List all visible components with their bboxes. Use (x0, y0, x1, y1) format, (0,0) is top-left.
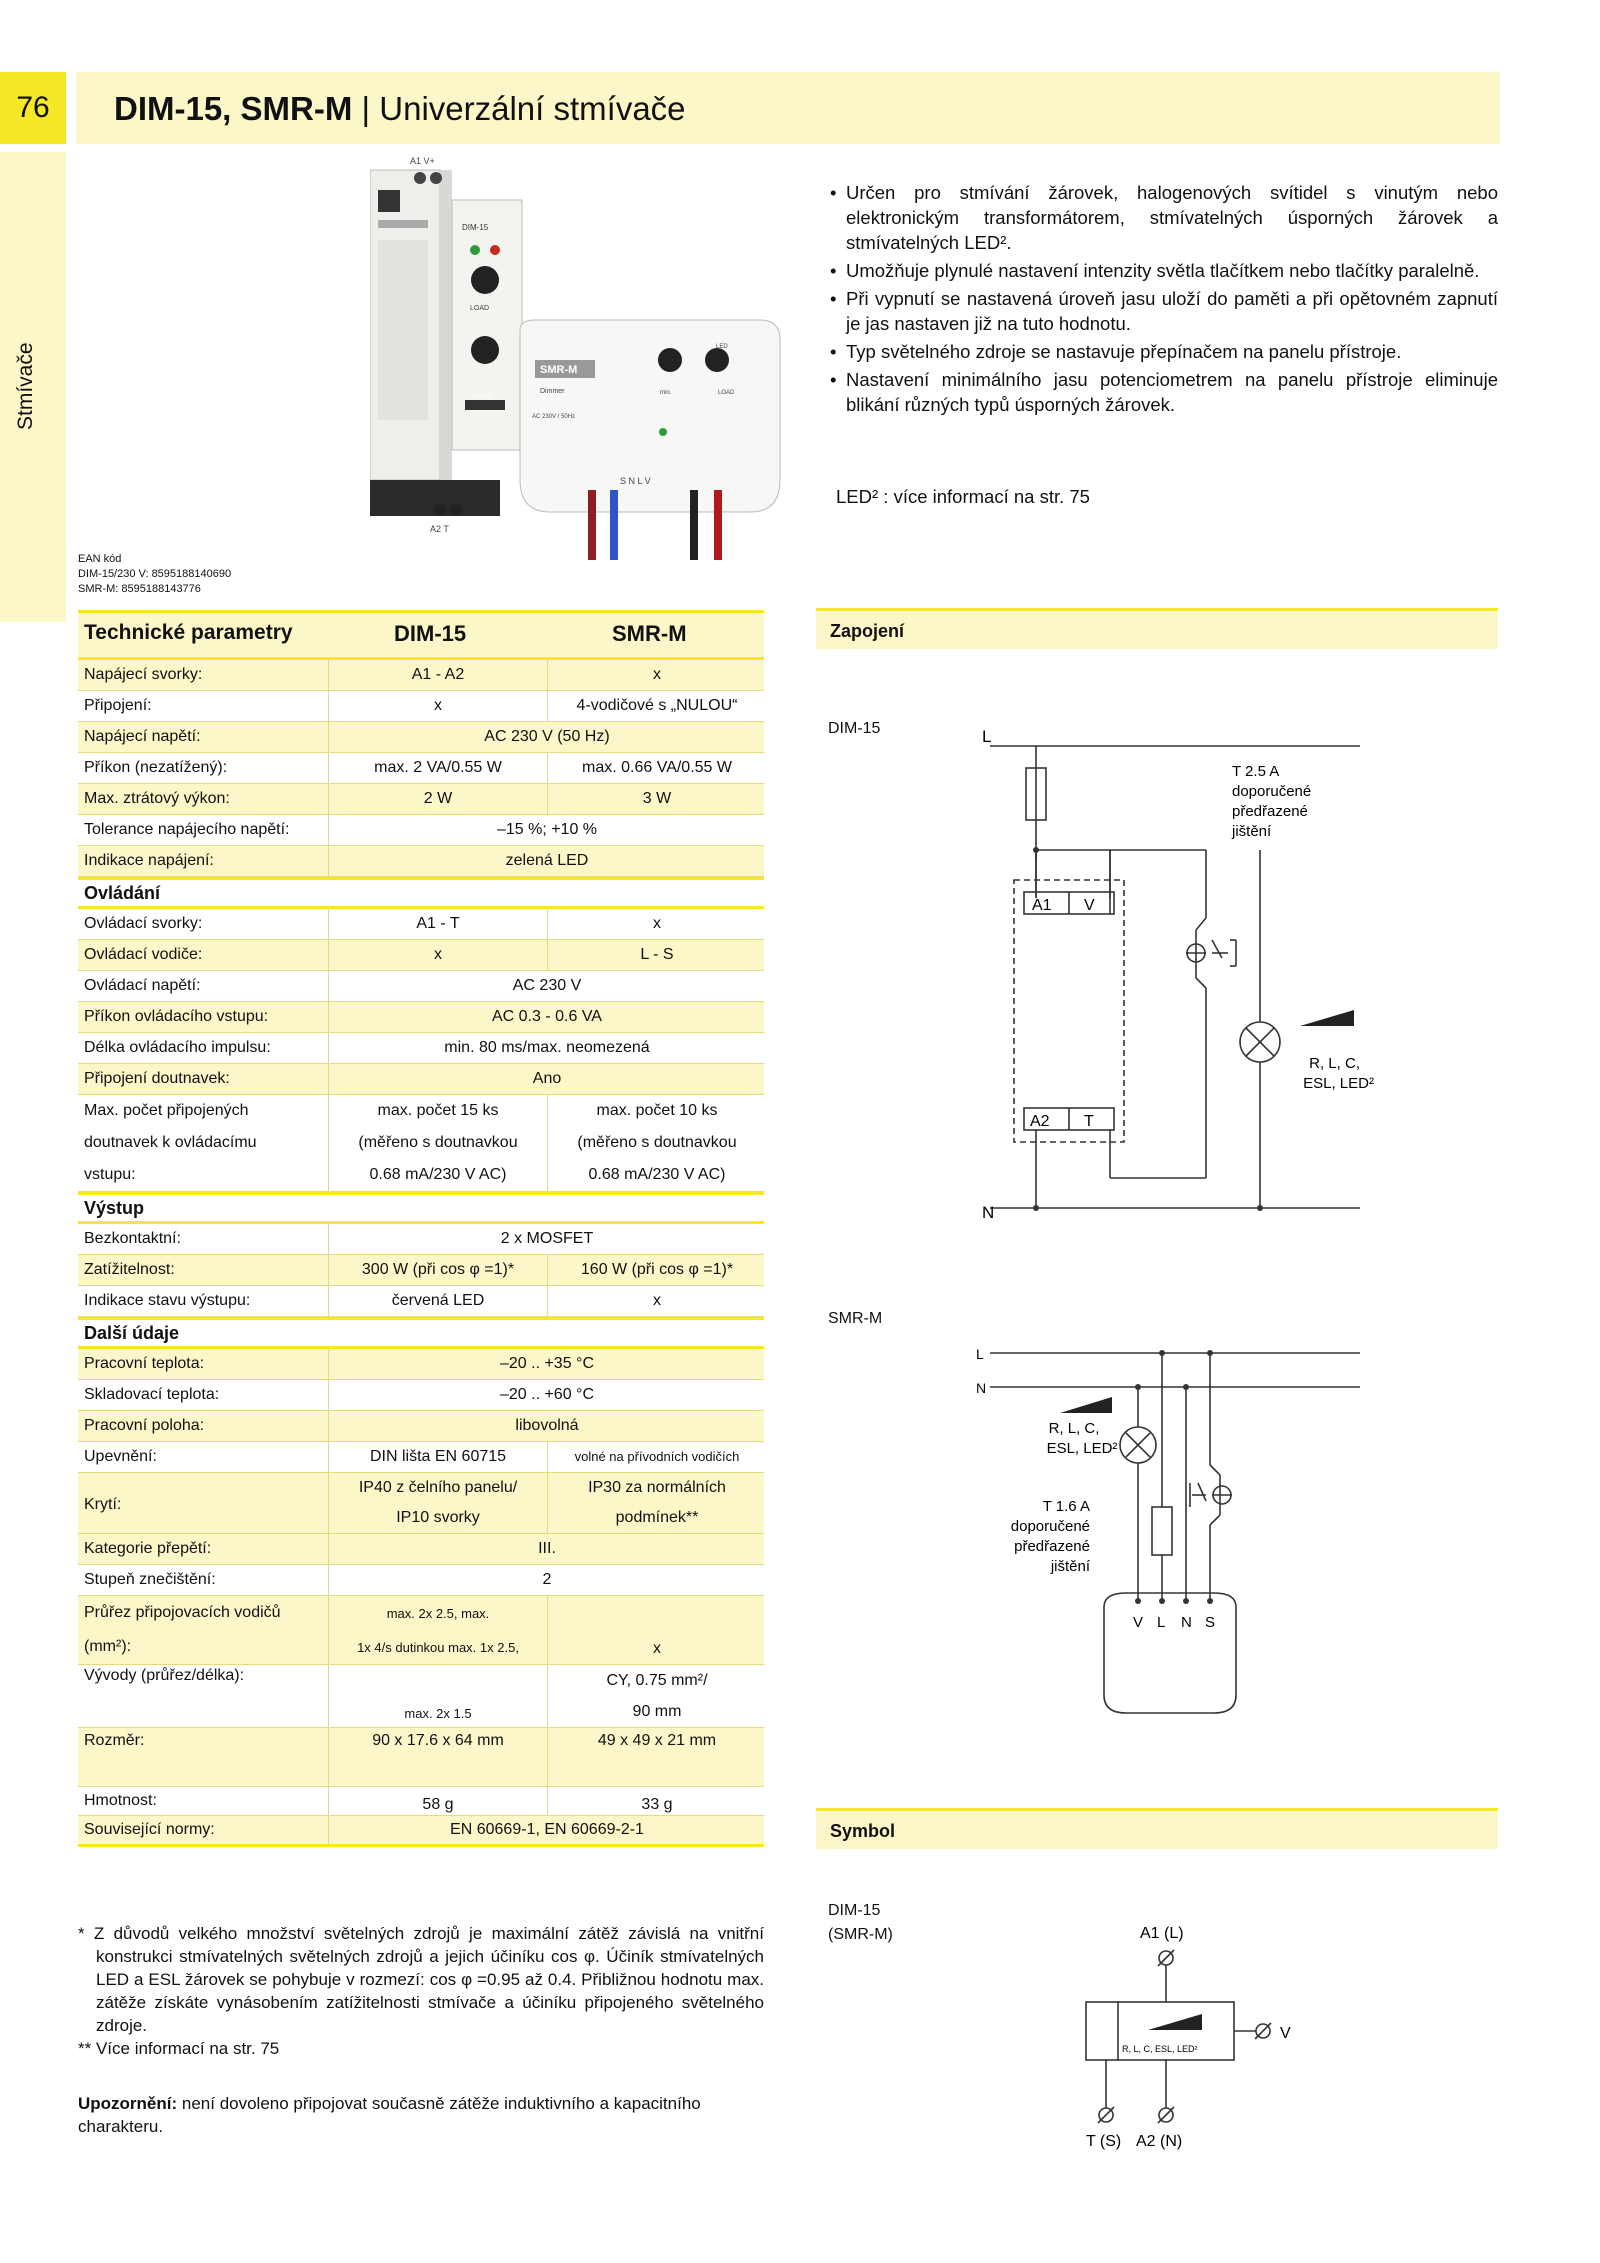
smrm-supply: AC 230V / 50Hz (532, 414, 576, 420)
wiring-smrm-label: SMR-M (828, 1310, 883, 1327)
wiring-header (816, 608, 1498, 649)
symbol-label-dim15: DIM-15 (828, 1902, 881, 1919)
section-output: Výstup (78, 1192, 764, 1224)
cell-key: Napájecí napětí: (84, 728, 201, 745)
smrm-min: min. (660, 390, 672, 396)
table-row (78, 691, 764, 722)
table-row (78, 1596, 764, 1665)
cell-key: Stupeň znečištění: (84, 1571, 216, 1588)
smrm-fuse-note: doporučené (1010, 1518, 1090, 1535)
symbol-label-smrm: (SMR-M) (828, 1926, 893, 1943)
table-row (78, 1255, 764, 1286)
cell-value: 3 W (547, 784, 766, 814)
symbol-a2: A2 (N) (1136, 2133, 1183, 2150)
cell-value: 49 x 49 x 21 mm (597, 1732, 717, 1749)
symbol-box-text: R, L, C, ESL, LED² (1122, 2044, 1198, 2054)
symbol-header (816, 1808, 1498, 1849)
cell-value: 160 W (při cos φ =1)* (547, 1255, 766, 1285)
cell-key: Tolerance napájecího napětí: (84, 821, 290, 838)
table-row (78, 1380, 764, 1411)
cell-value: x (547, 1286, 766, 1316)
device-outline (1014, 880, 1124, 1142)
side-category-label (14, 390, 38, 430)
push-button-symbol (1212, 940, 1222, 958)
fuse-note: T 2.5 A (1232, 763, 1280, 780)
smrm-wire-l: L (976, 1346, 984, 1362)
smrm-device-outline (1104, 1593, 1236, 1713)
table-row (78, 1728, 764, 1787)
feature-item: • Nastavení minimálního jasu potenciometrem na panelu přístroje eliminuje blikání různých typů úsporných žárovek. (830, 367, 1498, 417)
title-separator: | (361, 90, 371, 127)
cell-value: 90 x 17.6 x 64 mm (372, 1732, 504, 1749)
dimming-wedge (1300, 1010, 1354, 1026)
cell-value: x (328, 940, 547, 970)
cell-value: zelená LED (328, 846, 765, 876)
cell-value: IP40 z čelního panelu/ (358, 1479, 518, 1496)
cell-key: Max. počet připojených (84, 1102, 249, 1119)
footnote-more-info: ** Více informací na str. 75 (78, 2039, 280, 2058)
smrm-fuse-note: předřazené (1014, 1538, 1090, 1555)
cell-value: 58 g (328, 1787, 547, 1815)
cell-value: x (547, 660, 766, 690)
footnotes (78, 1922, 764, 2060)
feature-item: • Určen pro stmívání žárovek, halogenových svítidel s vinutým nebo elektronickým transformátorem, stmívatelných úsporných žárovek a stmívatelných LED². (830, 180, 1498, 255)
title-models: DIM-15, SMR-M (114, 90, 353, 127)
cell-key: Upevnění: (84, 1448, 157, 1465)
cell-value: max. 2x 2.5, max. (386, 1605, 490, 1621)
wire-n-label: N (982, 1203, 995, 1222)
smrm-terminal: N (1181, 1614, 1192, 1631)
table-row (78, 753, 764, 784)
table-row (78, 1002, 764, 1033)
wire-l-label: L (982, 730, 992, 746)
cell-value: A1 - T (328, 909, 547, 939)
tech-title: Technické parametry (84, 621, 293, 644)
table-row (78, 1787, 764, 1816)
cell-value: 2 W (328, 784, 547, 814)
table-row (78, 1565, 764, 1596)
table-row (78, 909, 764, 940)
smrm-led: LED (716, 344, 728, 350)
cell-value: max. počet 10 ks (596, 1102, 718, 1119)
cell-value: IP10 svorky (396, 1509, 480, 1526)
cell-key: Max. ztrátový výkon: (84, 790, 230, 807)
table-row (78, 1095, 764, 1192)
cell-value: 4-vodičové s „NULOU“ (547, 691, 766, 721)
table-row (78, 722, 764, 753)
table-row (78, 815, 764, 846)
cell-key: Krytí: (84, 1496, 122, 1513)
cell-key: Ovládací napětí: (84, 977, 201, 994)
smrm-terminals: S N L V (620, 476, 651, 486)
cell-key: Ovládací vodiče: (84, 946, 203, 963)
cell-key: Připojení doutnavek: (84, 1070, 230, 1087)
smrm-load-note: R, L, C, (1048, 1420, 1100, 1437)
cell-key: Napájecí svorky: (84, 666, 203, 683)
cell-value: AC 230 V (328, 971, 765, 1001)
cell-value: max. 2x 1.5 (404, 1706, 472, 1721)
cell-value: 33 g (547, 1787, 766, 1815)
symbol-v: V (1280, 2025, 1291, 2042)
cell-key: Bezkontaktní: (84, 1230, 181, 1247)
symbol-title: Symbol (830, 1821, 896, 1841)
cell-key: Indikace napájení: (84, 852, 214, 869)
cell-value: CY, 0.75 mm²/ (606, 1671, 708, 1689)
cell-value: libovolná (328, 1411, 765, 1441)
feature-item: • Při vypnutí se nastavená úroveň jasu uloží do paměti a při opětovném zapnutí je jas nastaven již na tuto hodnotu. (830, 286, 1498, 336)
smrm-dimming-wedge (1060, 1397, 1112, 1413)
cell-key: doutnavek k ovládacímu (84, 1134, 257, 1151)
table-row (78, 1411, 764, 1442)
led-note: LED² : více informací na str. 75 (836, 486, 1090, 507)
cell-value: III. (328, 1534, 765, 1564)
cell-key: Ovládací svorky: (84, 915, 203, 932)
smrm-wire-n: N (976, 1380, 987, 1396)
cell-key: Délka ovládacího impulsu: (84, 1039, 271, 1056)
terminal-t: T (1084, 1113, 1094, 1130)
table-row (78, 1349, 764, 1380)
cell-key: Pracovní teplota: (84, 1355, 205, 1372)
cell-value: x (653, 1640, 661, 1657)
cell-key: Rozměr: (84, 1732, 145, 1749)
cell-value: min. 80 ms/max. neomezená (328, 1033, 765, 1063)
dim15-load-label: LOAD (470, 305, 490, 312)
cell-key: Připojení: (84, 697, 152, 714)
fuse-note: doporučené (1232, 783, 1312, 800)
cell-value: max. 0.66 VA/0.55 W (547, 753, 766, 783)
cell-value: –15 %; +10 % (328, 815, 765, 845)
smrm-terminal: L (1157, 1614, 1166, 1631)
page-title (114, 86, 686, 132)
cell-value: 0.68 mA/230 V AC) (369, 1166, 507, 1183)
table-row (78, 1473, 764, 1534)
cell-value: 0.68 mA/230 V AC) (588, 1166, 726, 1183)
smrm-fuse-note: jištění (1050, 1558, 1090, 1575)
tech-parameters-table (78, 610, 764, 1847)
section-other: Další údaje (78, 1317, 764, 1349)
cell-value: 1x 4/s dutinkou max. 1x 2.5, (357, 1639, 519, 1655)
cell-value: Ano (328, 1064, 765, 1094)
ean-dim: DIM-15/230 V: 8595188140690 (78, 568, 232, 580)
smrm-fuse (1152, 1507, 1172, 1555)
cell-value: A1 - A2 (328, 660, 547, 690)
fuse-note: předřazené (1232, 803, 1308, 820)
product-photo (370, 150, 800, 560)
cell-value: DIN lišta EN 60715 (328, 1442, 547, 1472)
smrm-push-button (1198, 1483, 1206, 1501)
symbol-wedge (1148, 2014, 1202, 2030)
cell-key: Indikace stavu výstupu: (84, 1292, 251, 1309)
smrm-terminal: S (1205, 1614, 1216, 1631)
cell-key: Průřez připojovacích vodičů (84, 1604, 281, 1621)
feature-item: • Umožňuje plynulé nastavení intenzity světla tlačítkem nebo tlačítky paralelně. (830, 258, 1498, 283)
cell-value: 300 W (při cos φ =1)* (328, 1255, 547, 1285)
terminal-v: V (1084, 897, 1095, 914)
cell-value: max. počet 15 ks (377, 1102, 499, 1119)
cell-key: Hmotnost: (84, 1792, 157, 1809)
smrm-load: LOAD (718, 390, 735, 396)
smrm-device-image (520, 320, 780, 560)
smrm-sub: Dimmer (540, 388, 565, 395)
cell-value: 2 x MOSFET (328, 1224, 765, 1254)
dimmer-symbol (1070, 1910, 1310, 2150)
terminal-a1: A1 (1032, 897, 1052, 914)
cell-value: x (547, 909, 766, 939)
cell-key: Související normy: (84, 1821, 215, 1838)
cell-value: 2 (328, 1565, 765, 1595)
symbol-a1: A1 (L) (1140, 1925, 1184, 1942)
table-row (78, 1224, 764, 1255)
cell-value: 90 mm (632, 1702, 682, 1720)
cell-value: x (328, 691, 547, 721)
dim15-top-terminals: A1 V+ (410, 156, 435, 166)
cell-value: L - S (547, 940, 766, 970)
warning-label: Upozornění: (78, 2094, 178, 2113)
dim15-model-label: DIM-15 (462, 223, 489, 232)
cell-key: vstupu: (84, 1166, 136, 1183)
feature-list (830, 180, 1498, 420)
load-note: ESL, LED² (1303, 1075, 1374, 1092)
cell-value: podmínek** (615, 1509, 699, 1526)
terminal-a2: A2 (1030, 1113, 1050, 1130)
smrm-wiring-diagram (960, 1335, 1380, 1745)
smrm-name: SMR-M (540, 364, 578, 376)
ean-label: EAN kód (78, 553, 122, 565)
warning-note (78, 2092, 764, 2138)
cell-value: (měřeno s doutnavkou (577, 1134, 737, 1151)
table-row (78, 1816, 764, 1847)
ean-smr: SMR-M: 8595188143776 (78, 583, 201, 595)
page-number: 76 (0, 72, 66, 144)
feature-item: • Typ světelného zdroje se nastavuje přepínačem na panelu přístroje. (830, 339, 1498, 364)
table-row (78, 940, 764, 971)
symbol-t: T (S) (1086, 2133, 1122, 2150)
table-row (78, 784, 764, 815)
table-row (78, 971, 764, 1002)
dim15-wiring-diagram (960, 730, 1380, 1230)
tech-header (78, 610, 764, 660)
cell-key: Skladovací teplota: (84, 1386, 220, 1403)
cell-key: Pracovní poloha: (84, 1417, 205, 1434)
cell-value: AC 0.3 - 0.6 VA (328, 1002, 765, 1032)
dim15-bottom-terminals: A2 T (430, 524, 449, 534)
cell-key: Vývody (průřez/délka): (84, 1667, 245, 1684)
table-row (78, 660, 764, 691)
load-note: R, L, C, (1309, 1055, 1360, 1072)
dim15-brand: ELKO (472, 393, 491, 400)
cell-value: (měřeno s doutnavkou (358, 1134, 518, 1151)
table-row (78, 846, 764, 877)
footnote-load: * Z důvodů velkého množství světelných zdrojů je maximální zátěž závislá na vnitřní konstrukci stmívatelných světelných zdrojů a jejich účiníku cos φ. Účiník stmívatelných LED a ESL žárovek se pohybuje v rozmezí: cos φ =0.95 až 0.4. Přibližnou hodnotu max. zátěže získáte vynásobením zatížitelnosti stmívače a účiníku připojeného světelného zdroje. (78, 1924, 764, 2035)
tech-col-dim15: DIM-15 (394, 621, 467, 646)
cell-key: Kategorie přepětí: (84, 1540, 212, 1557)
title-rest: Univerzální stmívače (379, 90, 686, 127)
wiring-title: Zapojení (830, 621, 905, 641)
cell-value: EN 60669-1, EN 60669-2-1 (328, 1816, 765, 1844)
section-control: Ovládání (78, 877, 764, 909)
cell-value: červená LED (328, 1286, 547, 1316)
cell-key: Zatížitelnost: (84, 1261, 175, 1278)
table-row (78, 1442, 764, 1473)
cell-value: volné na přívodních vodičích (547, 1442, 766, 1472)
warning-text: není dovoleno připojovat současně zátěže induktivního a kapacitního charakteru. (78, 2094, 701, 2136)
cell-key: Příkon ovládacího vstupu: (84, 1008, 269, 1025)
cell-value: max. 2 VA/0.55 W (328, 753, 547, 783)
dim15-device-image (370, 156, 522, 534)
smrm-fuse-note: T 1.6 A (1042, 1498, 1090, 1515)
smrm-load-note: ESL, LED² (1046, 1440, 1118, 1457)
cell-value: –20 .. +35 °C (328, 1349, 765, 1379)
cell-key: Příkon (nezatížený): (84, 759, 228, 776)
cell-key: (mm²): (84, 1638, 132, 1655)
cell-value: –20 .. +60 °C (328, 1380, 765, 1410)
cell-value: AC 230 V (50 Hz) (328, 722, 765, 752)
smrm-terminal: V (1133, 1614, 1144, 1631)
cell-value: IP30 za normálních (588, 1479, 726, 1496)
table-row (78, 1534, 764, 1565)
table-row (78, 1033, 764, 1064)
tech-col-smrm: SMR-M (612, 621, 687, 646)
wiring-dim15-label: DIM-15 (828, 720, 881, 737)
fuse-note: jištění (1232, 823, 1272, 840)
table-row (78, 1665, 764, 1728)
table-row (78, 1286, 764, 1317)
table-row (78, 1064, 764, 1095)
ean-codes (78, 552, 231, 597)
